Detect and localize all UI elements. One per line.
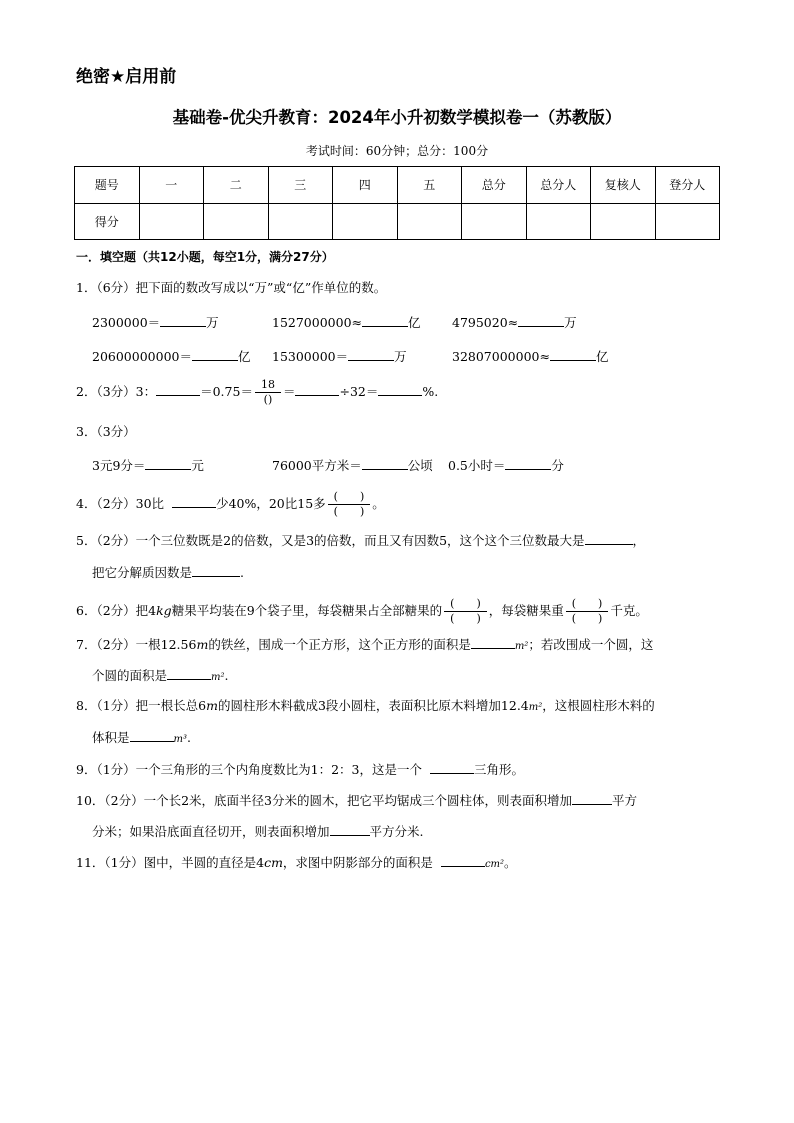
q1-item	[272, 314, 421, 331]
score-cell: 五	[397, 167, 462, 204]
q11-end: 。	[504, 855, 517, 870]
q2-eq2: ＝	[282, 384, 296, 399]
question-1-stem: 1．（6分）把下面的数改写成以“万”或“亿”作单位的数。	[76, 280, 387, 295]
question-8-line2	[92, 729, 191, 748]
answer-blank[interactable]	[378, 383, 422, 396]
q8-text: ，这根圆柱形木料的	[542, 698, 655, 713]
question-10-line1	[76, 792, 637, 809]
q7-text: ；若改围成一个圆，这	[528, 637, 654, 652]
q7-unit: m²	[514, 641, 529, 652]
q3-item-unit: 分	[551, 458, 564, 473]
score-entry-cell[interactable]	[333, 203, 398, 240]
q1-item-text: 4795020≈	[452, 315, 519, 330]
q2-prefix: 2．（3分）3：	[76, 384, 157, 399]
q8-end: .	[187, 730, 191, 745]
score-cell: 总分	[462, 167, 527, 204]
fraction-blank[interactable]	[566, 597, 609, 626]
q9-text: 9．（1分）一个三角形的三个内角度数比为1：2：3，这是一个	[76, 762, 423, 777]
answer-blank[interactable]	[362, 314, 408, 327]
question-10-line2	[92, 823, 424, 840]
score-cell: 一	[139, 167, 204, 204]
answer-blank[interactable]	[362, 457, 408, 470]
question-5-line1	[76, 532, 645, 549]
q1-item-unit: 万	[394, 349, 407, 364]
question-4	[76, 490, 385, 519]
answer-blank[interactable]	[550, 348, 596, 361]
fraction-denominator: ( )	[571, 612, 603, 625]
answer-blank[interactable]	[518, 314, 564, 327]
q7-unit: m²	[211, 672, 225, 683]
q5-text: 5．（2分）一个三位数既是2的倍数，又是3的倍数，而且又有因数5，这个这个三位数最大是	[76, 533, 585, 548]
question-3-stem: 3．（3分）	[76, 424, 136, 439]
score-cell: 二	[204, 167, 269, 204]
q1-item	[92, 314, 219, 331]
q11-unit: cm²	[484, 859, 505, 870]
fraction-denominator: ( )	[333, 505, 365, 518]
q1-item-unit: 万	[206, 315, 219, 330]
fraction-numerator: 18	[255, 378, 281, 393]
q8-text: 的圆柱形木料截成3段小圆柱，表面积比原木料增加12.4	[217, 698, 529, 713]
answer-blank[interactable]	[145, 457, 191, 470]
q11-text: 11．（1分）图中，半圆的直径是4	[76, 855, 265, 870]
q10-text: 分米；如果沿底面直径切开，则表面积增加	[92, 824, 330, 839]
q2-eq1: ＝0.75＝	[200, 384, 253, 399]
q1-item-unit: 亿	[237, 349, 251, 364]
q3-item-text: 3元9分＝	[92, 458, 146, 473]
score-cell: 四	[333, 167, 398, 204]
answer-blank[interactable]	[160, 314, 206, 327]
secret-label: 绝密★启用前	[76, 67, 177, 87]
score-entry-cell[interactable]	[655, 203, 720, 240]
q6-end: 千克。	[610, 603, 648, 618]
q6-mid: 糖果平均装在9个袋子里，每袋糖果占全部糖果的	[171, 603, 443, 618]
answer-blank[interactable]	[172, 495, 216, 508]
question-6	[76, 597, 648, 626]
fraction	[255, 378, 281, 407]
q7-unit: m	[196, 637, 209, 652]
score-cell: 总分人	[526, 167, 591, 204]
answer-blank[interactable]	[167, 667, 211, 680]
q2-end: %.	[422, 384, 439, 399]
q8-unit: m²	[528, 702, 543, 713]
q7-end: .	[224, 668, 229, 683]
q10-text: 平方分米.	[369, 824, 424, 839]
q8-unit: m	[206, 698, 218, 713]
q3-item-unit: 元	[191, 458, 204, 473]
answer-blank[interactable]	[348, 348, 394, 361]
answer-blank[interactable]	[156, 383, 200, 396]
q4-end: 。	[372, 496, 385, 511]
q8-text: 体积是	[92, 730, 130, 745]
q6-prefix: 6．（2分）把	[76, 603, 149, 618]
q1-item-unit: 亿	[408, 315, 421, 330]
answer-blank[interactable]	[295, 383, 339, 396]
q8-unit: m³	[173, 734, 188, 745]
q6-mid2: ，每袋糖果重	[488, 603, 564, 618]
q8-text: 8．（1分）把一根长总6	[76, 698, 207, 713]
q5-text: 把它分解质因数是	[92, 565, 193, 580]
question-5-line2	[92, 564, 244, 581]
page-title: 基础卷-优尖升教育：2024年小升初数学模拟卷一（苏教版）	[172, 108, 622, 127]
q4-prefix: 4．（2分）30比	[76, 496, 165, 511]
fraction-blank[interactable]	[328, 490, 371, 519]
score-table	[74, 166, 720, 240]
score-cell: 登分人	[655, 167, 720, 204]
q3-item	[272, 457, 433, 474]
section-heading: 一．填空题（共12小题，每空1分，满分27分）	[76, 250, 334, 264]
score-entry-cell[interactable]	[397, 203, 462, 240]
q3-item-text: 0.5小时＝	[448, 458, 506, 473]
q3-item-text: 76000平方米＝	[272, 458, 362, 473]
question-9	[76, 761, 524, 778]
answer-blank[interactable]	[430, 761, 474, 774]
q1-item-text: 15300000＝	[272, 349, 349, 364]
answer-blank[interactable]	[441, 854, 485, 867]
q7-text: 的铁丝，围成一个正方形，这个正方形的面积是	[208, 637, 471, 652]
score-table-score-row	[75, 203, 720, 240]
q1-item-text: 1527000000≈	[272, 315, 363, 330]
answer-blank[interactable]	[192, 348, 238, 361]
q3-item	[92, 457, 204, 474]
score-cell: 题号	[75, 167, 140, 204]
score-entry-cell[interactable]	[462, 203, 527, 240]
q1-item-unit: 亿	[595, 349, 609, 364]
q1-item-text: 20600000000＝	[92, 349, 192, 364]
q7-text: 个圆的面积是	[92, 668, 168, 683]
q1-item-text: 32807000000≈	[452, 349, 550, 364]
q1-item	[452, 314, 577, 331]
answer-blank[interactable]	[572, 792, 612, 805]
question-7-line2	[92, 667, 229, 686]
score-entry-cell[interactable]	[526, 203, 591, 240]
q7-text: 7．（2分）一根12.56	[76, 637, 197, 652]
fraction-numerator: ( )	[328, 490, 371, 505]
q1-item	[272, 348, 407, 365]
score-cell: 得分	[75, 203, 140, 240]
q9-end: 三角形。	[474, 762, 525, 777]
score-entry-cell[interactable]	[268, 203, 333, 240]
question-2	[76, 378, 438, 407]
answer-blank[interactable]	[130, 729, 174, 742]
score-entry-cell[interactable]	[204, 203, 269, 240]
q10-text: 10．（2分）一个长2米，底面半径3分米的圆木，把它平均锯成三个圆柱体，则表面积增加	[76, 793, 573, 808]
q11-text: ，求图中阴影部分的面积是	[282, 855, 433, 870]
q10-text: 平方	[612, 793, 638, 808]
score-entry-cell[interactable]	[591, 203, 656, 240]
fraction-denominator[interactable]: ()	[263, 393, 273, 406]
q3-item-unit: 公顷	[407, 458, 433, 473]
q6-unit-kg: kg	[156, 603, 172, 618]
score-table-header-row	[75, 167, 720, 204]
q3-item	[448, 457, 564, 474]
q1-item	[452, 348, 608, 365]
answer-blank[interactable]	[471, 636, 515, 649]
q1-item-unit: 万	[564, 315, 577, 330]
q6-num: 4	[148, 603, 157, 618]
score-cell: 复核人	[591, 167, 656, 204]
question-8-line1	[76, 698, 655, 716]
fraction-denominator: ( )	[450, 612, 481, 625]
q4-mid: 少40%，20比15多	[216, 496, 326, 511]
question-11	[76, 854, 517, 873]
q2-div: ÷32＝	[339, 384, 379, 399]
answer-blank[interactable]	[192, 564, 240, 577]
score-cell: 三	[268, 167, 333, 204]
q5-end: .	[240, 565, 244, 580]
answer-blank[interactable]	[505, 457, 551, 470]
exam-info: 考试时间：60分钟；总分：100分	[305, 144, 489, 158]
q5-comma: ，	[632, 533, 646, 548]
fraction-numerator: ( )	[444, 597, 487, 612]
question-7-line1	[76, 636, 653, 655]
q11-unit: cm	[264, 855, 283, 870]
answer-blank[interactable]	[585, 532, 633, 545]
score-entry-cell[interactable]	[139, 203, 204, 240]
fraction-blank[interactable]	[444, 597, 487, 626]
q1-item	[92, 348, 251, 365]
answer-blank[interactable]	[330, 823, 370, 836]
fraction-numerator: ( )	[566, 597, 609, 612]
q1-item-text: 2300000＝	[92, 315, 161, 330]
